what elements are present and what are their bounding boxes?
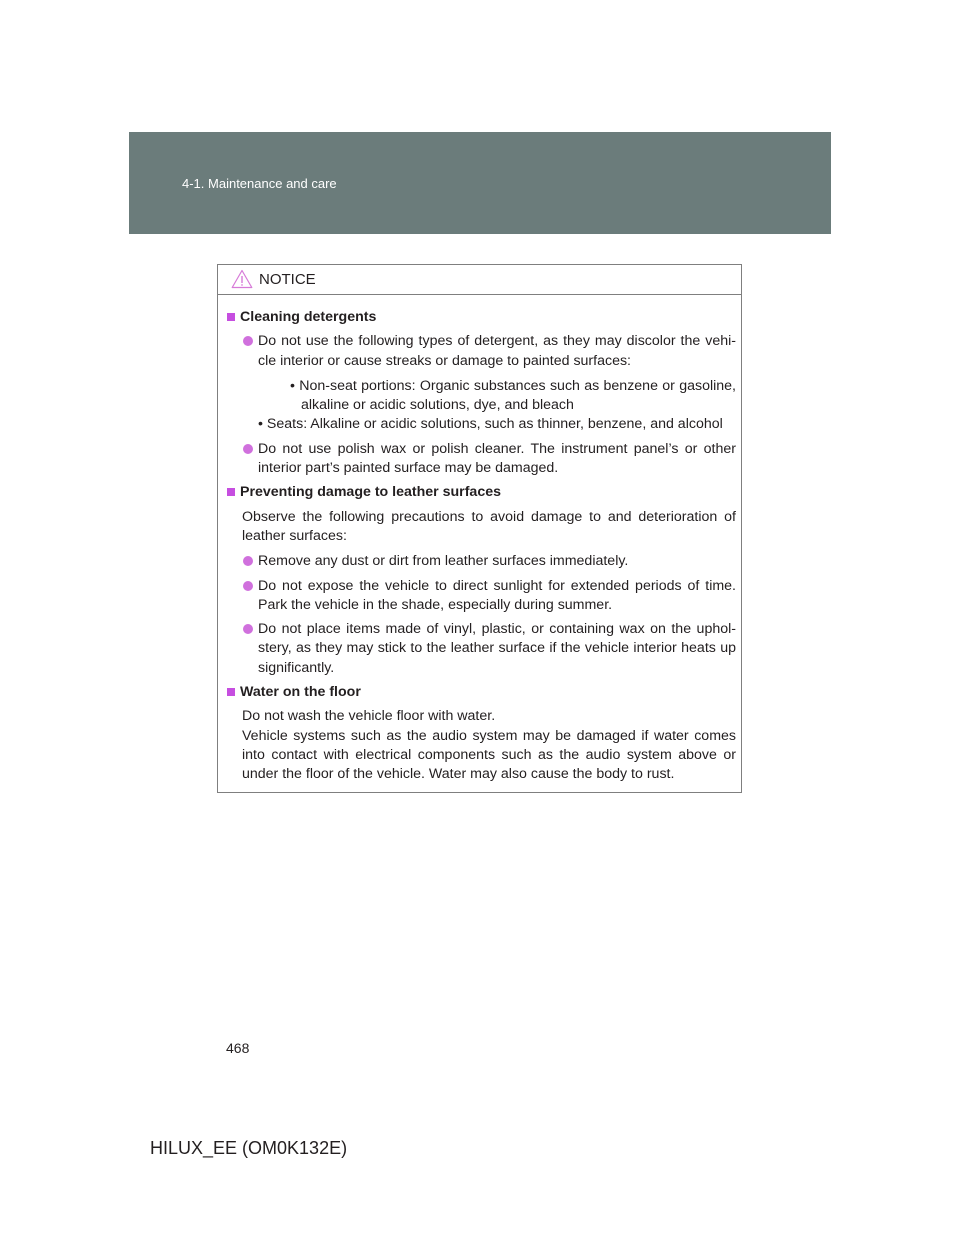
- section-header-band: [129, 132, 831, 234]
- manual-code: HILUX_EE (OM0K132E): [150, 1138, 348, 1158]
- heading-leather-surfaces: Preventing damage to leather surfaces: [226, 483, 736, 502]
- sub-item: • Seats: Alkaline or acidic solutions, such as thinner, benzene, and alcohol: [258, 416, 723, 433]
- list-item: Do not expose the vehicle to direct sunlight for extended periods of time. Park the vehicle in the shade, especially during summer.: [226, 577, 736, 616]
- heading-cleaning-detergents: Cleaning detergents: [226, 308, 736, 327]
- warning-triangle-icon: [231, 269, 253, 289]
- paragraph: [226, 707, 736, 784]
- list-item: Do not place items made of vinyl, plastic, or containing wax on the uphol-stery, as they may stick to the leather surface if the vehicle interior heats up significantly.: [226, 620, 736, 678]
- paragraph-line: Do not wash the vehicle floor with water.: [242, 708, 496, 725]
- notice-label: NOTICE: [259, 271, 316, 288]
- list-item: Do not use polish wax or polish cleaner. The instrument panel’s or other interior part’s painted surface may be damaged.: [226, 440, 736, 479]
- notice-header: [218, 265, 741, 295]
- page-number: 468: [226, 1040, 250, 1056]
- section-title: 4-1. Maintenance and care: [182, 176, 337, 191]
- paragraph: Observe the following precautions to avoid damage to and deterioration of leather surfaces:: [242, 508, 736, 544]
- list-item: Remove any dust or dirt from leather surfaces immediately.: [226, 552, 736, 571]
- sub-item: • Non-seat portions: Organic substances such as benzene or gasoline, alkaline or acidic solutions, dye, and bleach: [290, 377, 736, 414]
- bullet-text: Do not use the following types of detergent, as they may discolor the vehi-cle interior or cause streaks or damage to painted surfaces:: [258, 333, 736, 369]
- list-item: [226, 332, 736, 434]
- notice-body: [218, 295, 741, 785]
- notice-box: [217, 264, 742, 793]
- paragraph-line: Vehicle systems such as the audio system may be damaged if water comes into contact with electrical components such as the audio system above or under the floor of the vehicle. Water may also cause the body to rust.: [242, 727, 736, 783]
- heading-water-on-floor: Water on the floor: [226, 683, 736, 702]
